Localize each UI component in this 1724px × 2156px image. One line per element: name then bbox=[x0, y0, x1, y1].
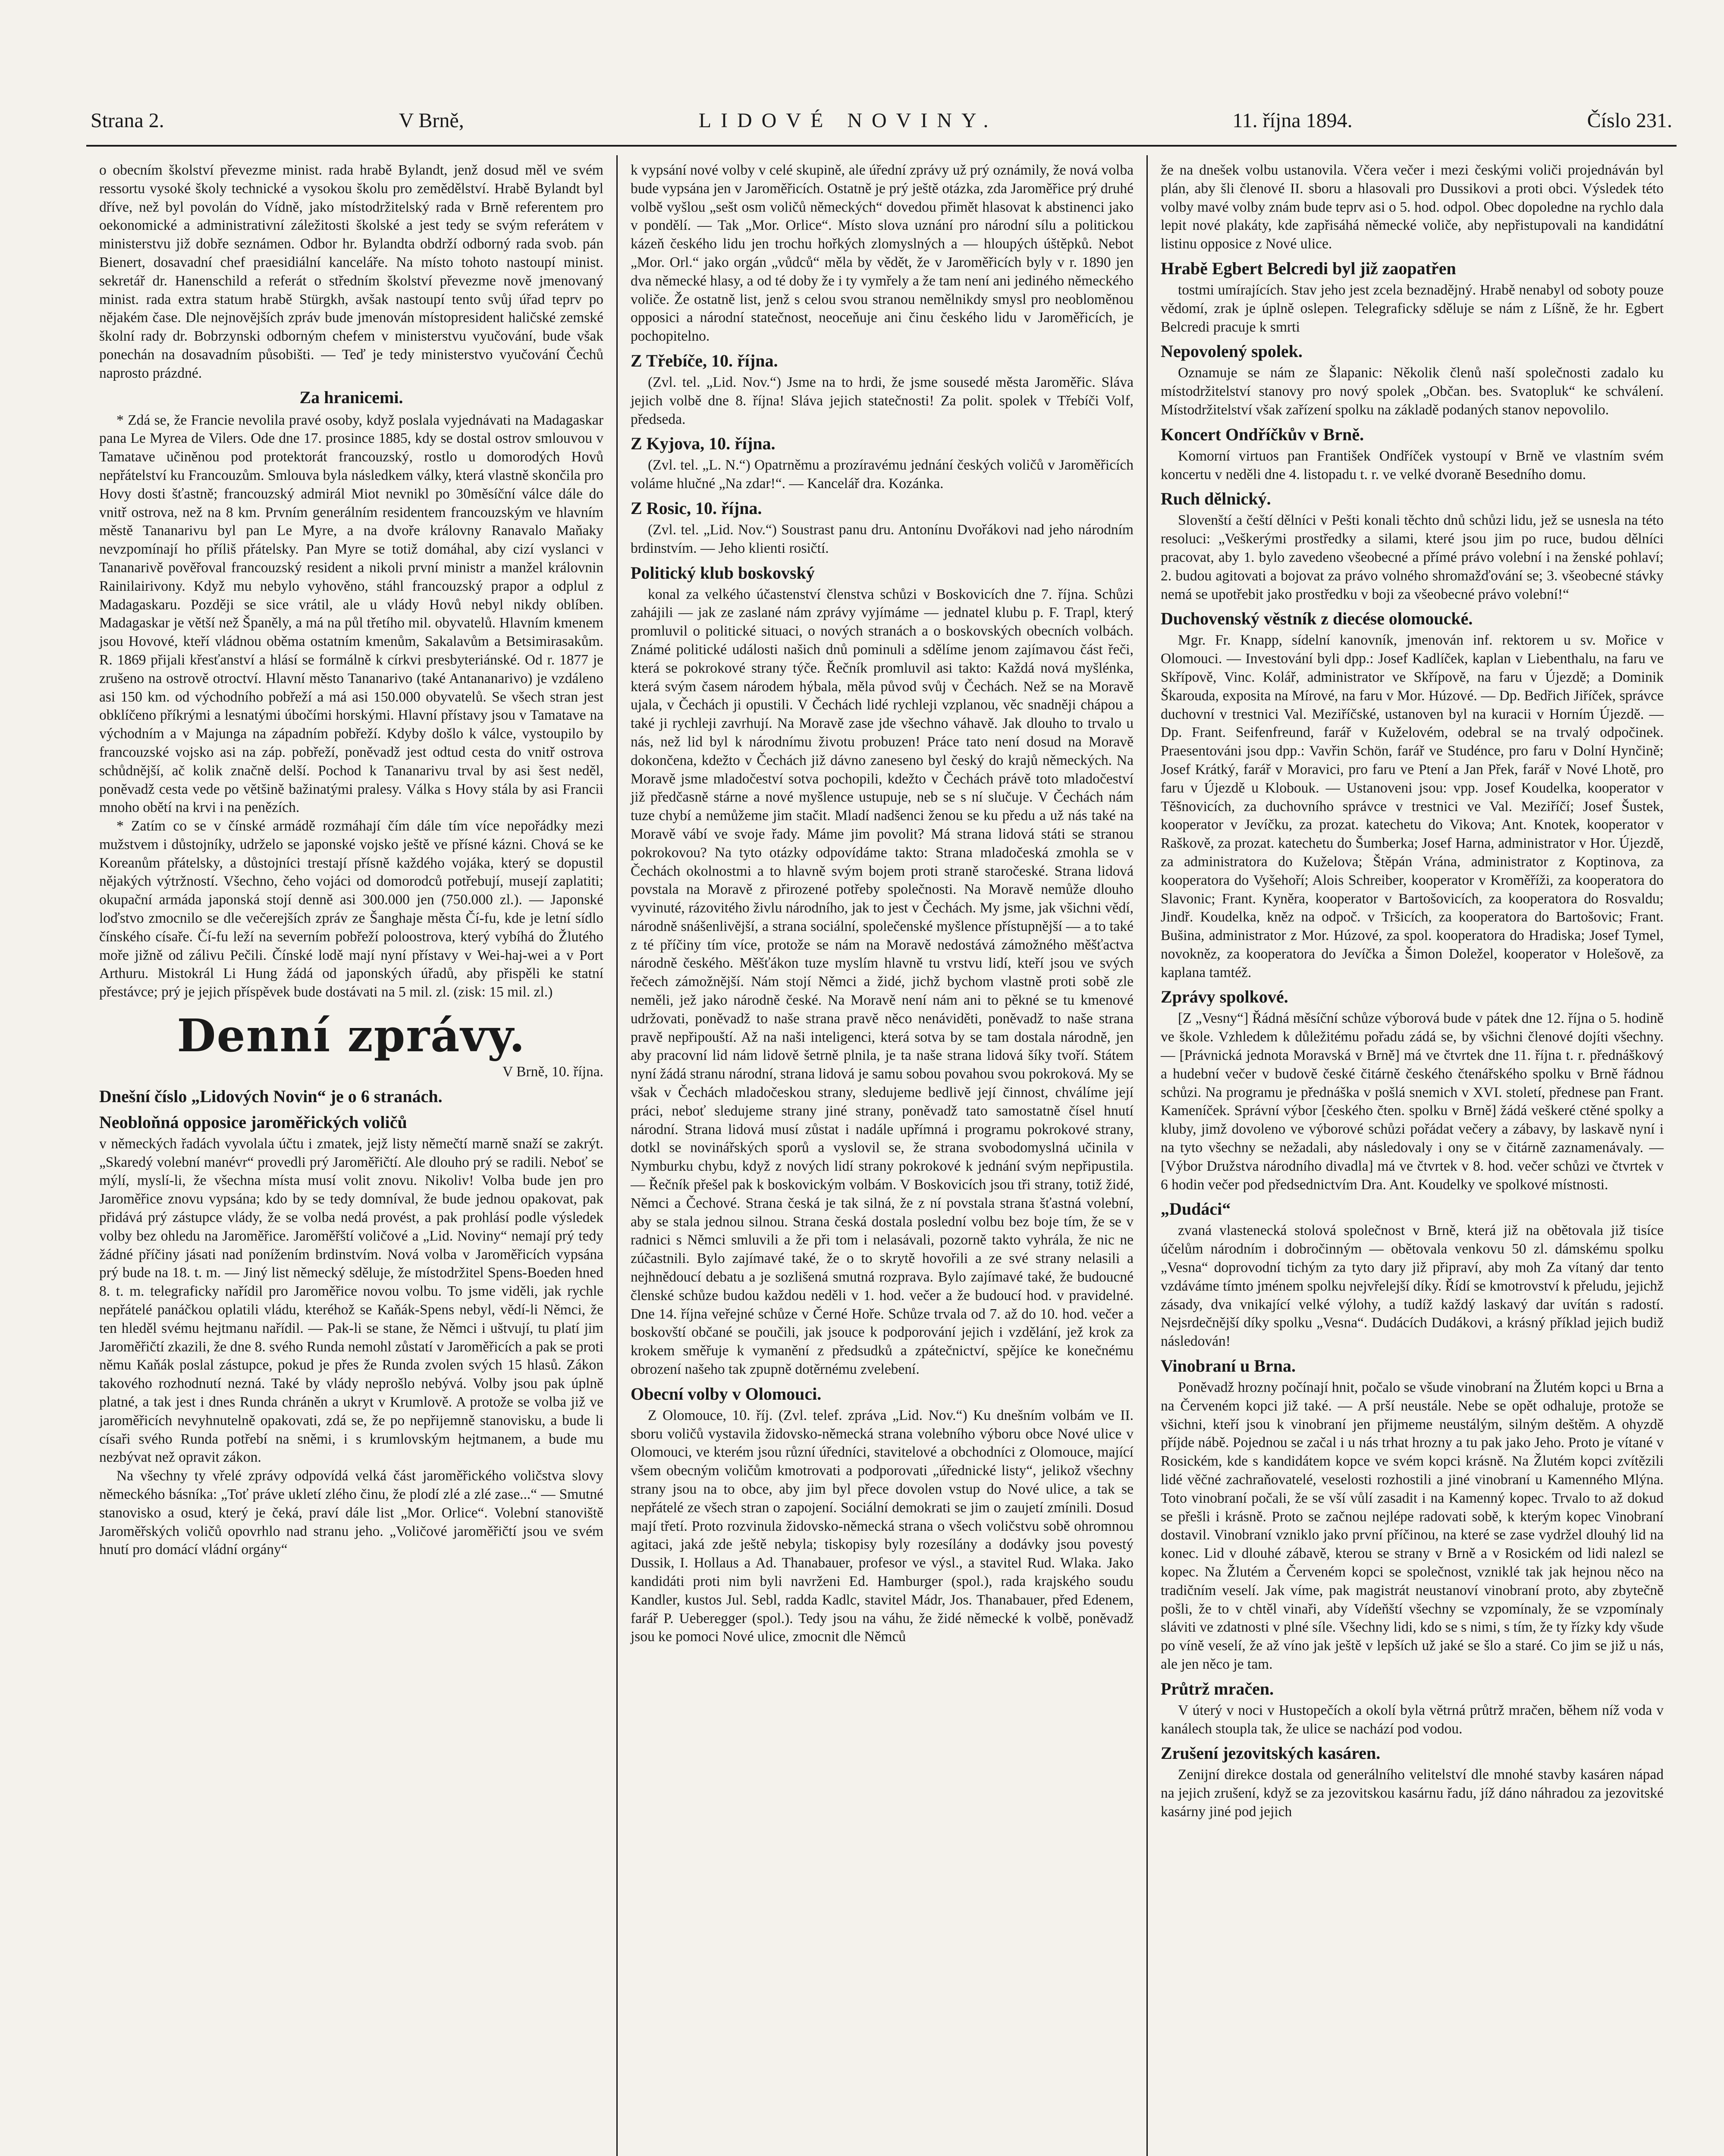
dateline: V Brně, 10. října. bbox=[502, 1064, 603, 1080]
paragraph: konal za velkého účastenství členstva schůzi v Boskovicích dne 7. října. Schůzi zahájili — jak ze zaslané nám zprávy vyjímáme — jednatel klubu p. F. Trapl, který promluvil o politické situaci, o nových stranách a o boskovských obecních volbách. Známé politické události našich dnů pominuli a sdělíme jenom zajímavou část řeči, která se pokrokové strany týče. Řečník promluvil asi takto: Každá nová myšlénka, která svým časem národem hýbala, měla původ svůj v Čechách. Než se na Moravě ujala, v Čechách ji opustili. V Čechách lidé rychleji vzplanou, věc snadněji chápou a také ji rychleji zavrhují. Na Moravě zase jde všechno váhavě. Jak dlouho to trvalo u nás, než lid byl k národnímu životu probuzen! Práce tato není dosud na Moravě dokončena, kdežto v Čechách již dávno zaneseno byl český do krajů německých. Na Moravě jsme mladočeství sotva pochopili, kdežto v Čechách právě toto mladočeství již předčasně stárne a nové myšlence ustupuje, neb se s ní slučuje. V Čechách nám tuze chybí a nemůžeme jim stačit. Mladí nadšenci ženou se ku předu a už nás také na Moravě vábí ve svoje řady. Máme jim povolit? Má strana lidová státi se stranou pokrokovou? Na tyto otázky odpovídáme takto: Strana mladočeská zmohla se v Čechách okolnostmi a to hlavně svým bojem proti straně staročeské. Strana lidová povstala na Moravě z přirozené potřeby společnosti. Na Moravě nemůže dlouho vyvinuté, rázovitého živlu národního, jak to jest v Čechách. My jsme, jak všichni vědí, národně snášenlivější, a strana sociální, společenské myšlence přístupnější — a to také z té příčiny tím více, protože se nám na Moravě nedostává zámožného měšťactva národně českého. Měšťákon tuze myslím hlavně tu vrstvu lidí, kteří jsou ve svých řečech zámožnější. Nám stojí Němci a židé, jichž bychom vlastně proti sobě zle neměli, jež jako národně české. Na Moravě není nám ani to pěkné se tu kmenové udržovati, poněvadž to naše strana pravě něco nenáviděti, poněvadž to naše strana pravě nepřipouští. Až na naši inteligenci, která sotva by se tam dostala národně, jen aby pracovní lid nám lidově šetrně plnila, je ta naše strana lidová šíky tvoří. Státem nyní žádá stranu národní, strana lidová je samu sobou povahou svou pokroková. My se však v Čechách mladočeskou strany, sledujeme bedlivě její činnost, chválíme její práci, neboť sledujeme strany jiné strany, poněvadž tato samostatně čísel hnutí národní. Strana lidová musí zůstat i nadále upřímná i programu pokrokové strany, dotkl se novinářských sporů a vyslovil se, že strana svobodomyslná učinila v Nymburku chybu, když z nových lidí strany pokrokové k jednání svým nepřipustila. — Řečník přešel pak k boskovickým volbám. V Boskovicích jsou tři strany, totiž židé, Němci a Čechové. Strana česká je tak silná, že z ní povstala strana šťastná volební, aby se stala jednou silnou. Strana česká dostala poslední volbu bez boje tím, že se v radnici s Němci smluvili a že při tom i nelasávali, pozorně takto vyhrála, že nic ne zúčastnili. Bylo zajímavé také, že o to skrytě hovořili a ze své strany nelasili a nejhnědoucí debatu a je sozlišená smutná rozprava. Bylo zajímavé také, že budoucné členské schůze budou každou neděli v 1. hod. večer a že budoucí hod. v pravidelné. Dne 14. října veřejné schůze v Černé Hoře. Schůze trvala od 7. až do 10. hod. večer a boskovští občané se poučili, jak jsouce k podporování jejich i vzdělání, jež krok za krokem směřuje k vymanění z předsudků a zpátečnictví, spějíce ke konečnému obrození našeho tak zpupně dotěrnému zvelebení. bbox=[631, 586, 1134, 1378]
paragraph: (Zvl. tel. „Lid. Nov.“) Soustrast panu dru. Antonínu Dvořákovi nad jeho národním brdinstvím. — Jeho klienti rosičtí. bbox=[631, 521, 1134, 556]
headline: Z Třebíče, 10. října. bbox=[631, 351, 778, 370]
paragraph: * Zatím co se v čínské armádě rozmáhají čím dále tím více nepořádky mezi mužstvem i důstojníky, udrželo se japonské vojsko ještě ve přísné kázni. Chová se ke Koreanům přátelsky, a důstojníci trestají přísně každého vojáka, který se dopustil nějakých výtržností. Všechno, čeho vojáci od domorodců potřebují, musejí zaplatiti; okupační armáda japonská stojí denně asi 300.000 jen (750.000 zl.). — Japonské loďstvo zmocnilo se dle večerejších zpráv ze Šanghaje města Čí-fu, kde je letní sídlo čínského císaře. Čí-fu leží na severním pobřeží poloostrova, který vybíhá do Žlutého moře jižně od zálivu Pečili. Čínské lodě mají nyní přístavy v Wei-haj-wei a v Port Arthuru. Mistokrál Li Hung žádá od japonských úřadů, aby přispěli ke statní přestávce; prý je jejich příspěvek bude dostávati na 5 mil. zl. (zisk: 15 mil. zl.) bbox=[99, 818, 603, 1000]
section-heading-abroad: Za hranicemi. bbox=[299, 387, 403, 407]
paragraph: zvaná vlastenecká stolová společnost v Brně, která již na obětovala již tisíce účelům národním i dobročinným — obětovala venkovu 50 zl. dámskému spolku „Vesna“ doprovodní tichým za tyto dary již připraví, aby moh Za vítaný dar tento vzdáváme tímto jménem spolku nejvřelejší díky. Řídí se kmotrovství k přeludu, jejichž zásady, dva vnikající velké výlohy, a tudíž každý laskavý dar uvítán s radostí. Nejsrdečnější díky spolku „Vesna“. Dudácích Dudákovi, a krásný příklad jejich budiž následován! bbox=[1161, 1222, 1664, 1350]
paragraph: * Zdá se, že Francie nevolila pravé osoby, když poslala vyjednávati na Madagaskar pana Le Myrea de Vilers. Ode dne 17. prosince 1885, kdy se dostal ostrov smlouvou v Tamatave učiněnou pod protektorát francouzský, rostlo u domorodých Hovů nepřátelství ku Francouzům. Smlouva byla následkem války, která vlastně skončila pro Hovy dosti šťastně; francouzský admirál Miot nevnikl po 30měsíční válce dále do vnitř ostrova, než na 8 km. Prvním generálním residentem francouzským ve hlavním městě Tananarivu byl pan Le Myre, a na dvoře královny Ranavalo Maňaky nevzpomínají ho příliš přátelsky. Pan Myre se totiž domáhal, aby cizí vyslanci v Tananarivě pověřoval francouzský resident a nikoli první ministr a manžel královnin Rainilairivony. Když mu nebylo vyhověno, stáhl francouzský prapor a odplul z Madagaskaru. Později se sice vrátil, ale u vlády Hovů nebyl nikdy oblíben. Madagaskar je větší než Španěly, a má na půl třetího mil. obyvatelů. Hlavním kmenem jsou Hovové, kteří vládnou oběma ostatním kmenům, Sakalavům a Betsimirasakům. R. 1869 přijali křesťanství a hlásí se formálně k církvi presbyteriánské. Od r. 1877 je zrušeno na ostrově otroctví. Hlavní město Tananarivo (také Antananarivo) je vzdáleno asi 150 km. od východního pobřeží a má asi 150.000 obyvatelů. Se všech stran jest obklíčeno příkrými a lesnatými úbočími horskými. Hlavní přístavy jsou v Tamatave na východním a v Majunga na západním pobřeží. Kdyby došlo k válce, vystoupilo by francouzské vojsko asi na záp. pobřeží, poněvadž jest odtud cesta do vnitř ostrova schůdnější, ač kolik značně delší. Pochod k Tananarivu trval by asi šest neděl, poněvadž cesta vede po většině bažinatými pralesy. Válka s Hovy stála by asi Francii mnoho obětí na krvi i na penězích. bbox=[99, 412, 603, 816]
paragraph: k vypsání nové volby v celé skupině, ale úřední zprávy už prý oznámily, že nová volba bude vypsána jen v Jaroměřicích. Ostatně je prý ještě otázka, zda Jaroměřice prý druhé volbě vyšlou „sešt osm voličů německých“ dovedou přimět hlasovat k abstinenci jako v pondělí. — Tak „Mor. Orlice“. Místo slova uznání pro národní sílu a politickou kázeň českého lidu jen trochu hořkých zlomyslných a — hloupých úštěpků. Nebot „Mor. Orl.“ jako orgán „vůdců“ měla by vědět, že v Jaroměřicích byly v r. 1890 jen dva německé hlasy, a od té doby že i ty vymřely a že tam není ani jediného německého voliče. Že ostatně list, jenž s celou svou stranou nemělnikdy smysl pro neobloměnou opposici a národní statečnost, neoceňuje ani činu českého lidu v Jaroměřicích, je pochopitelno. bbox=[631, 162, 1134, 345]
headline: Ruch dělnický. bbox=[1161, 489, 1271, 509]
headline: Průtrž mračen. bbox=[1161, 1679, 1274, 1698]
headline: Politický klub boskovský bbox=[631, 563, 815, 583]
issue-number: Číslo 231. bbox=[1587, 109, 1672, 132]
headline: Koncert Ondříčkův v Brně. bbox=[1161, 424, 1364, 444]
paragraph: tostmi umírajících. Stav jeho jest zcela beznadějný. Hrabě nenabyl od soboty pouze vědomí, zrak je úplně oslepen. Telegraficky sděluje se nám z Líšně, že hr. Egbert Belcredi pracuje k smrti bbox=[1161, 282, 1664, 335]
paragraph: [Z „Vesny“] Řádná měsíční schůze výborová bude v pátek dne 12. října o 5. hodině ve škole. Vzhledem k důležitému pořadu zádá se, by všichni členové dojíti všechny. — [Právnická jednota Moravská v Brně] má ve čtvrtek dne 11. října t. r. přednáškový a hudební večer v budově české čitárně českého čtenářského spolku v Brně řádnou schůzi. Na programu je přednáška v pošlá snemich v XVI. století, přednese pan Frant. Kameníček. Správní výbor [českého čten. spolku v Brně] žádá veškeré ctěné spolky a kluby, jimž dovoleno ve výborové schůzi pořádat večery a zábavy, by laskavě nyní i na tyto všechny se nežadali, aby následovaly i ony se v čitárně zaznamenávaly. — [Výbor Družstva národního divadla] má ve čtvrtek v 8. hod. večer schůzi ve čtvrtek v 6 hodin večer pod předsednictvím Dra. Ant. Koudelky ve spolkové místnosti. bbox=[1161, 1010, 1664, 1193]
headline: Duchovenský věstník z diecése olomoucké. bbox=[1161, 609, 1473, 629]
column-3 bbox=[1146, 155, 1677, 2156]
headline: Z Rosic, 10. října. bbox=[631, 498, 762, 518]
headline: Obecní volby v Olomouci. bbox=[631, 1384, 822, 1404]
paragraph: Na všechny ty vřelé zprávy odpovídá velká část jaroměřického voličstva slovy německého básníka: „Toť práve ukletí zlého činu, že plodí zlé a zlé zase...“ — Smutné stanovisko a osud, který je čeká, praví dále list „Mor. Orlice“. Volební stanoviště Jaroměřských voličů opovrhlo nad stranu jeho. „Voličové jaroměřičtí jsou ve svém hnutí pro domácí vládní orgány“ bbox=[99, 1468, 603, 1558]
headline: Neobloňná opposice jaroměřických voličů bbox=[99, 1112, 407, 1132]
paragraph: Komorní virtuos pan František Ondříček vystoupí v Brně ve vlastním svém koncertu v neděli dne 4. listopadu t. r. ve velké dvoraně Besedního domu. bbox=[1161, 448, 1664, 483]
paragraph: Poněvadž hrozny počínají hnit, počalo se všude vinobraní na Žlutém kopci u Brna a na Červeném kopci již také. — A prší neustále. Nebe se opět odhaluje, protože se všichni, kteří jsou k vinobraní jen přijmeme neustálým, silným deštěm. A ohyzdě příjde nábě. Pojednou se začal i u nás trhat hrozny a tu pak jako Jeho. Proto je vítané v Rosickém, kde s kandidátem kopce ve svém kopci krásně. Na Žlutém kopci zvítězili lidé věčné zachraňovatelé, veselosti rozhostili a jiné vinobraní u Kamenného Mlýna. Toto vinobraní počali, že se vší vůlí zasadit i na Kamenný kopec. Trvalo to až dokud se přešli i krásně. Proto se začnou nejlépe radovati sobě, k kterým kopec Vinobraní dostavil. Vinobraní vzniklo jako první příčinou, na které se zase vydržel dlouhý lid na konec. Lid v dlouhé zábavě, kterou se strany v Brně a v Rosickém od lidi nalezl se kopec. Na Žlutém a Červeném kopci se společnost, vzniklé tak jak hejnou něco na tradičním veselí. Jak víme, pak magistrát neustanoví vinobraní proto, aby zbytečně pošli, že to v chtěl vinaři, aby Vídeňští všechny se vzpomínaly, že se vzpomínaly sláviti ve zdatnosti v plné síle. Všechny lidi, kdo se s nimi, s tím, že ty řízky kdy všude po víně veselí, že až víno jak ještě v lepších už jaké se šlo a staré. Co jim se již u nás, ale jen něco je tam. bbox=[1161, 1379, 1664, 1672]
masthead bbox=[86, 108, 1677, 147]
headline: Vinobraní u Brna. bbox=[1161, 1356, 1296, 1376]
headline: „Dudáci“ bbox=[1161, 1199, 1231, 1219]
column-2 bbox=[616, 155, 1146, 2156]
paragraph: v německých řadách vyvolala účtu i zmatek, jejž listy němečtí marně snaží se zakrýt. „Skaredý volební manévr“ provedli prý Jaroměřičtí. Ale dlouho prý se radili. Neboť se mýlí, myslí-li, že všechna místa musí volit znovu. Nikoliv! Volba bude jen pro Jaroměřice znovu vypsána; kdo by se tedy domníval, že bude jednou opakovat, pak přidává prý zástupce vlády, že se volba nedá provést, a pak prohlásí podle výsledek volby bez ohledu na Jaroměřice. Jaroměřští voličové a „Lid. Noviny“ nemají prý tedy žádné příčiny jásati nad ponížením brdinstvím. Nová volba v Jaroměřicích vypsána prý bude na 18. t. m. — Jiný list německý sděluje, že místodržitel Spens-Boeden hned 8. t. m. telegraficky nařídil pro Jaroměřice novou volbu. To jsme viděli, jak rychle nepřátelé panáčkou oplatili vládu, kteréhož se Kaňák-Spens nebyl, vědí-li Němci, že ten hleděl svému hejtmanu nařídil. — Pak-li se stane, že Němci i uštvují, tu platí jim Jaroměřičtí zkazili, že dne 8. svého Runda nemohl zůstatí v Jaroměřicích a pak se proti němu Kaňák poslal zástupce, pokud je přes že Runda zvolen svých 15 hlasů. Zákon takového rozhodnutí nezná. Také by vlády neprošlo nebývá. Volby jsou pak úplně platné, a tak jest i dnes Runda chráněn a ukryt v Krumlově. A protože se volba již ve jaroměřicích nevyhnutelně opakovati, zdá se, že po nepřijemně stanovisku, a bude li císaři svého Runda potřebí na sněmi, i s krumlovským hejtmanem, a bude mu nezbývat než opravit zákon. bbox=[99, 1135, 603, 1466]
page-label: Strana 2. bbox=[91, 109, 164, 132]
paragraph: V úterý v noci v Hustopečích a okolí byla větrná průtrž mračen, během níž voda v kanálech stoupla tak, že ulice se nachází pod vodou. bbox=[1161, 1702, 1664, 1737]
newspaper-title: LIDOVÉ NOVINY. bbox=[698, 109, 998, 132]
headline: Dnešní číslo „Lidových Novin“ je o 6 stranách. bbox=[99, 1086, 443, 1106]
issue-date: 11. října 1894. bbox=[1232, 109, 1353, 132]
column-1 bbox=[86, 155, 616, 2156]
paragraph: Zenijní direkce dostala od generálního velitelství dle mnohé stavby kasáren nápad na jejich zrušení, když se za jezovitskou kasárnu řadu, jíž dáno náhradou za jezovitské kasárny jiné pod jejich bbox=[1161, 1767, 1664, 1820]
headline: Z Kyjova, 10. října. bbox=[631, 434, 776, 454]
headline: Nepovolený spolek. bbox=[1161, 342, 1303, 361]
paragraph: (Zvl. tel. „L. N.“) Opatrněmu a prozíravému jednání českých voličů v Jaroměřicích voláme hlučné „Na zdar!“. — Kancelář dra. Kozánka. bbox=[631, 457, 1134, 492]
paragraph: že na dnešek volbu ustanovila. Včera večer i mezi českými voliči projednáván byl plán, aby šli členové II. sboru a hlasovali pro Dussikovi a proti obci. Výsledek této volby mavé volby znám bude teprv asi o 5. hod. odpol. Obec dopoledne na rychlo dala lepit nové plakáty, kde zapřisáhá německé voliče, aby nepřistupovali na kandidátní listinu opposice z Nové ulice. bbox=[1161, 162, 1664, 252]
article-columns bbox=[86, 155, 1677, 2156]
paragraph: Z Olomouce, 10. říj. (Zvl. telef. zpráva „Lid. Nov.“) Ku dnešním volbám ve II. sboru voličů vystavila židovsko-německá strana volebního výboru obce Nové ulice v Olomouci, ve kterém jsou různí úředníci, stavitelové a obchodníci z Olomouce, mající všem obecným voličům kmotrovati a podporovati „úřednické listy“, jelikož všechny strany jsou na to obce, aby jim byl přece dovolen vstup do Nové ulice, a tak se nepřátelé ze všech stran o zapojení. Sociální demokrati se jim o zaujetí zmínili. Dosud mají třetí. Proto rozvinula židovsko-německá strana o všech voličstvu sobě ohromnou agitaci, jaká zde ještě nebyla; tiskopisy byly rozesílány a dodávky jsou povestý Dussik, I. Hollaus a Ad. Thanabauer, profesor ve výsl., a stavitel Rud. Wlaka. Jako kandidáti proti nim byli navrženi Ed. Hamburger (spol.), rada krajského soudu Kandler, kustos Jul. Sebl, radda Kadlc, stavitel Mádr, Jos. Thanabauer, před Edenem, farář P. Ueberegger (spol.). Tedy jsou na váhu, že židé německé k volbě, poněvadž jsou ke pomoci Nové ulice, zmocnit dle Němců bbox=[631, 1407, 1134, 1645]
place-label: V Brně, bbox=[399, 109, 464, 132]
paragraph: Oznamuje se nám ze Šlapanic: Několik členů naší společnosti zadalo ku místodržitelství stanovy pro nový spolek „Občan. bes. Svatopluk“ ke schválení. Místodržitelství však zařízení spolku na základě podaných stanov nepovolilo. bbox=[1161, 365, 1664, 418]
paragraph: o obecním školství převezme minist. rada hrabě Bylandt, jenž dosud měl ve svém ressortu vysoké školy technické a vysokou školu pro zemědělství. Hrabě Bylandt byl dříve, než byl povolán do Vídně, jako místodržitelský rada v Brně referentem pro oekonomické a administrativní záležitosti školské a jest tedy se svým referátem v ministerstvu již dobře seznámen. Odbor hr. Bylandta obdrží odborný rada svob. pán Bienert, dosavadní chef praesidiální kanceláře. Na místo tohoto nastoupí minist. sekretář dr. Hanenschild a referát o středním školství převezme nově jmenovaný minist. rada extra statum hrabě Stürgkh, avšak nastoupí tento svůj úřad teprv po nějakém čase. Dle nejnovějších zpráv bude jmenován místopresident haličské zemské školní rady dr. Bobrzynski odborným chefem v ministerstvu vyučování, bude však ponechán na dosavadním působišti. — Teď je tedy ministerstvo vyučování Čechů naprosto prázdné. bbox=[99, 162, 603, 381]
headline: Hrabě Egbert Belcredi byl již zaopatřen bbox=[1161, 258, 1456, 278]
headline: Zrušení jezovitských kasáren. bbox=[1161, 1743, 1381, 1763]
paragraph: Slovenští a čeští dělníci v Pešti konali těchto dnů schůzi lidu, jež se usnesla na této resoluci: „Veškerými prostředky a silami, které jsou jim po ruce, budou dělníci pracovat, aby 1. bylo zavedeno všeobecné a přímé právo volební i na ženské pohlaví; 2. budou agitovati a bojovat za právo volného shromažďování se; 3. všeobecné stávky nemá se upotřebit jako prostředku v boji za všeobecné právo volební!“ bbox=[1161, 512, 1664, 602]
paragraph: (Zvl. tel. „Lid. Nov.“) Jsme na to hrdi, že jsme sousedé města Jaroměřic. Sláva jejich volbě dne 8. října! Sláva jejich statečnosti! Za polit. spolek v Třebíči Volf, předseda. bbox=[631, 374, 1134, 427]
headline: Zprávy spolkové. bbox=[1161, 987, 1288, 1007]
section-heading-daily-news: Denní zprávy. bbox=[177, 1009, 526, 1062]
paragraph: Mgr. Fr. Knapp, sídelní kanovník, jmenován inf. rektorem u sv. Mořice v Olomouci. — Investování byli dpp.: Josef Kadlíček, kaplan v Liebenthalu, na faru ve Skřípově, Vinc. Kolář, administrator ve Skřípově, na faru v Újezdě; a Dominik Škarouda, exposita na Mírové, na faru v Mor. Húzové. — Dp. Bedřich Jiříček, správce duchovní v trestnici Val. Meziříčské, ustanoven byl na kuracii v Horním Újezdě. — Dp. Frant. Seifenfreund, farář v Kuželovém, odebral se na trvalý odpočinek. Praesentováni jsou dpp.: Vavřin Schön, farář ve Studénce, pro faru v Dolní Hynčině; Josef Krátký, farář v Moravici, pro faru ve Ptení a Jan Přek, farář v Nové Lhotě, pro faru v Újezdě u Klobouk. — Ustanoveni jsou: vpp. Josef Koudelka, kooperator v Těšnovicích, za duchovního správce v trestnici ve Val. Meziříčí; Josef Šustek, kooperator v Jevíčku, za prozat. katechetu do Vikova; Ant. Knotek, kooperator v Raškově, za prozat. katechetu do Šumberka; Josef Harna, administrator v Hor. Újezdě, za administratora do Kuželova; Štěpán Vrána, administrator z Koptinova, za kooperatora do Vyšehoří; Alois Schreiber, kooperator v Kroměříži, za kooperatora do Slavonic; Frant. Kyněra, kooperator v Bartošovicích, za kooperatora do Rosvaldu; Jindř. Koudelka, kněz na odpoč. v Tršicích, za kooperatora do Bartošovic; Frant. Bušina, administrator z Mor. Húzové, za spol. kooperatora do Hradiska; Josef Tymel, novokněz, za kooperatora do Jevíčka a Šimon Doležel, kooperator v Holešově, za kaplana tamtéž. bbox=[1161, 632, 1664, 981]
